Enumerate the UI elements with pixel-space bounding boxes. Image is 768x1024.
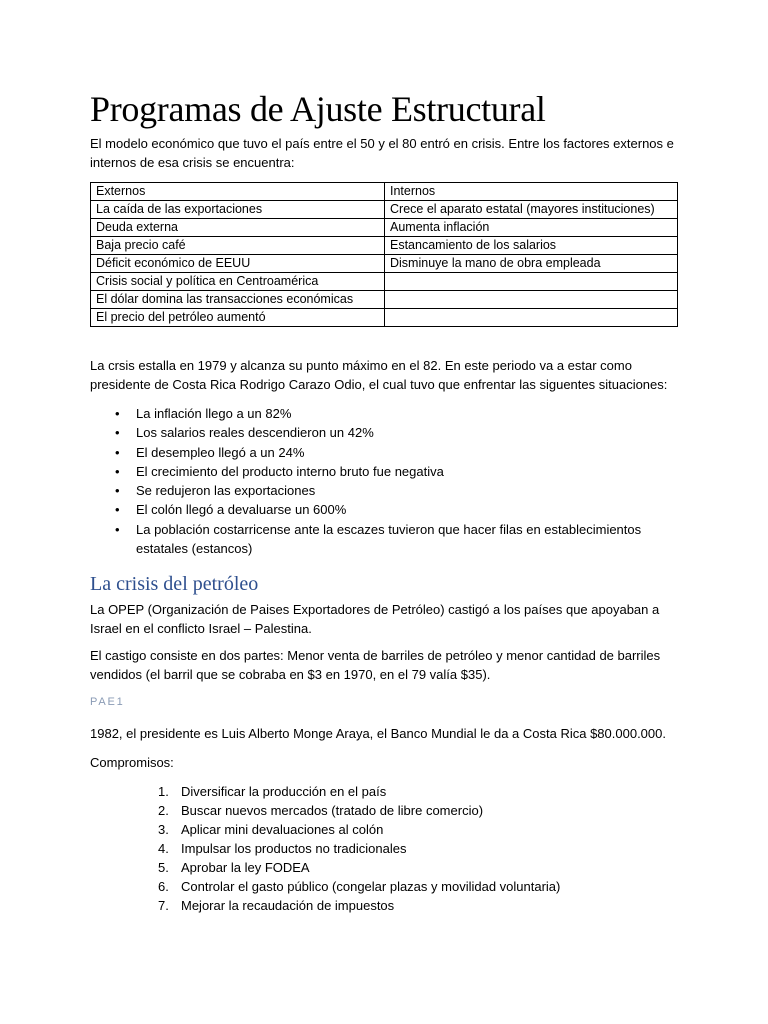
factors-table [90, 182, 678, 327]
list-item [90, 782, 680, 801]
list-item [90, 404, 680, 423]
table-row [91, 309, 678, 327]
situations-list [90, 404, 680, 558]
table-cell [385, 291, 678, 309]
opep-paragraph: La OPEP (Organización de Paises Exportadores de Petróleo) castigó a los países que apoyaban a Israel en el conflicto Israel – Palestina. [90, 602, 660, 636]
table-cell [385, 273, 678, 291]
list-item [90, 801, 680, 820]
list-number: 6. [158, 879, 169, 894]
table-cell: Déficit económico de EEUU [91, 255, 385, 273]
bullet-icon: • [115, 483, 120, 499]
table-row [91, 273, 678, 291]
bullet-icon: • [115, 444, 120, 460]
table-cell: Disminuye la mano de obra empleada [385, 255, 678, 273]
table-cell [385, 309, 678, 327]
list-item [90, 443, 680, 462]
table-row [91, 219, 678, 237]
table-cell: Aumenta inflación [385, 219, 678, 237]
table-row [91, 237, 678, 255]
compromisos-list [90, 782, 680, 915]
list-number: 1. [158, 784, 169, 799]
table-cell: El dólar domina las transacciones económicas [91, 291, 385, 309]
list-item [90, 462, 680, 481]
list-item-text: Impulsar los productos no tradicionales [181, 841, 407, 856]
section-heading-pae1: PAE1 [90, 696, 125, 708]
list-item-text: Los salarios reales descendieron un 42% [136, 425, 374, 441]
list-item-text: El colón llegó a devaluarse un 600% [136, 502, 347, 518]
list-item [90, 423, 680, 442]
pae1-paragraph: 1982, el presidente es Luis Alberto Monge Araya, el Banco Mundial le da a Costa Rica $80.000.000. [90, 726, 666, 741]
list-item-text: Diversificar la producción en el país [181, 784, 387, 799]
list-item [90, 896, 680, 915]
table-cell: Estancamiento de los salarios [385, 237, 678, 255]
list-number: 2. [158, 803, 169, 818]
intro-paragraph: El modelo económico que tuvo el país entre el 50 y el 80 entró en crisis. Entre los factores externos e internos de esa crisis se encuentra: [90, 136, 674, 170]
list-item-text: El crecimiento del producto interno bruto fue negativa [136, 463, 444, 479]
list-item [90, 481, 680, 500]
table-cell: Deuda externa [91, 219, 385, 237]
table-header-row [91, 183, 678, 201]
list-item [90, 820, 680, 839]
bullet-icon: • [115, 425, 120, 441]
list-item-text: La población costarricense ante la escazes tuvieron que hacer filas en establecimientos estatales (estancos) [136, 521, 642, 557]
list-number: 3. [158, 822, 169, 837]
list-item-text: Aprobar la ley FODEA [181, 860, 310, 875]
table-row [91, 255, 678, 273]
list-item [90, 839, 680, 858]
section-heading-oil-crisis: La crisis del petróleo [90, 573, 259, 595]
list-item-text: Mejorar la recaudación de impuestos [181, 898, 395, 913]
bullet-icon: • [115, 521, 120, 537]
list-item-text: Buscar nuevos mercados (tratado de libre comercio) [181, 803, 484, 818]
bullet-icon: • [115, 406, 120, 421]
list-number: 7. [158, 898, 169, 913]
crisis-paragraph: La crsis estalla en 1979 y alcanza su punto máximo en el 82. En este periodo va a estar como presidente de Costa Rica Rodrigo Carazo Odio, el cual tuvo que enfrentar las siguentes situaciones: [90, 358, 668, 392]
list-item [90, 858, 680, 877]
table-cell: El precio del petróleo aumentó [91, 309, 385, 327]
castigo-paragraph: El castigo consiste en dos partes: Menor venta de barriles de petróleo y menor cantidad de barriles vendidos (el barril que se cobraba en $3 en 1970, en el 79 valía $35). [90, 648, 661, 682]
list-item-text: Aplicar mini devaluaciones al colón [181, 822, 384, 837]
table-row [91, 291, 678, 309]
table-cell: La caída de las exportaciones [91, 201, 385, 219]
bullet-icon: • [115, 502, 120, 518]
bullet-icon: • [115, 463, 120, 479]
page-title: Programas de Ajuste Estructural [90, 89, 546, 129]
table-cell: Crece el aparato estatal (mayores instituciones) [385, 201, 678, 219]
list-item-text: El desempleo llegó a un 24% [136, 444, 305, 460]
list-item-text: Controlar el gasto público (congelar plazas y movilidad voluntaria) [181, 879, 561, 894]
table-header-cell: Internos [385, 183, 678, 201]
list-item [90, 877, 680, 896]
table-cell: Baja precio café [91, 237, 385, 255]
list-item [90, 520, 680, 559]
compromisos-label: Compromisos: [90, 755, 174, 770]
table-row [91, 201, 678, 219]
list-item-text: La inflación llego a un 82% [136, 406, 292, 421]
table-cell: Crisis social y política en Centroamérica [91, 273, 385, 291]
list-item [90, 500, 680, 519]
list-number: 4. [158, 841, 169, 856]
table-header-cell: Externos [91, 183, 385, 201]
list-number: 5. [158, 860, 169, 875]
list-item-text: Se redujeron las exportaciones [136, 483, 316, 499]
